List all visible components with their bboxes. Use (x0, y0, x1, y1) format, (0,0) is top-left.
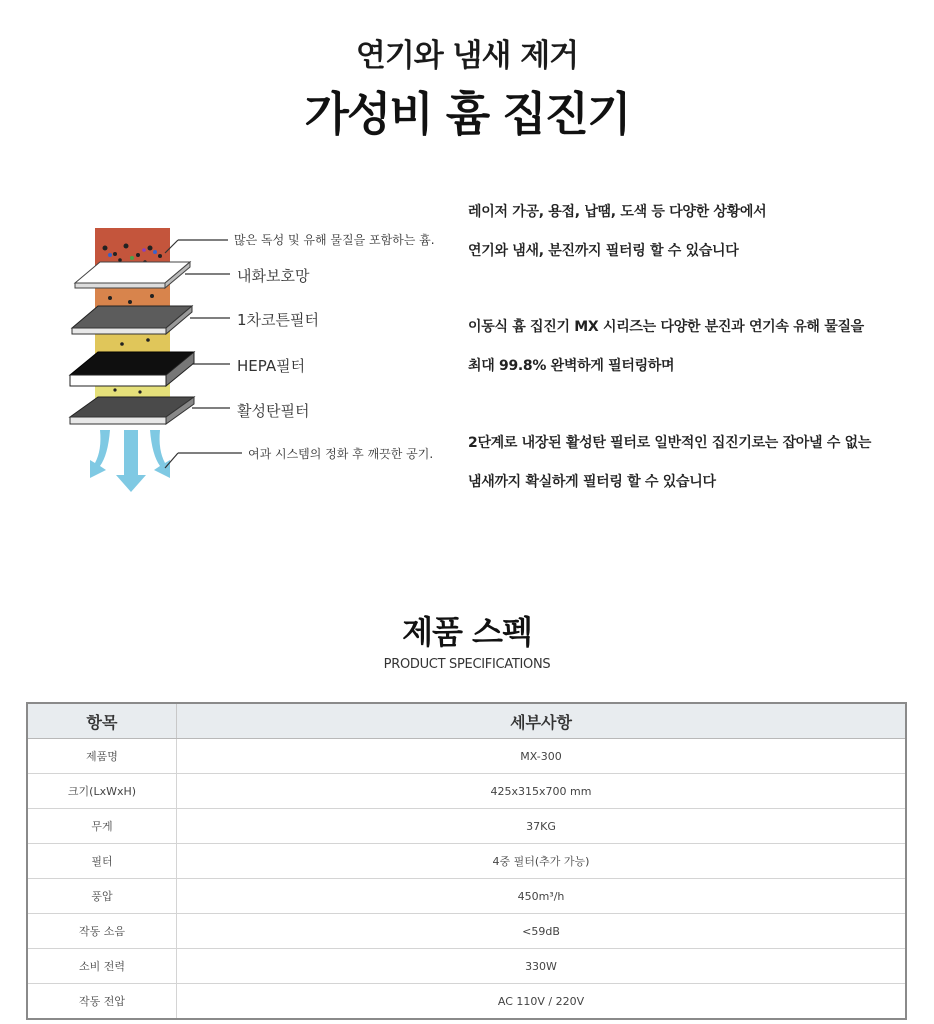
spec-detail: 450m³/h (177, 879, 907, 914)
label-carbon-filter: 활성탄필터 (237, 402, 310, 420)
spec-item: 크기(LxWxH) (27, 774, 177, 809)
label-clean-air: 여과 시스템의 정화 후 깨끗한 공기. (248, 447, 434, 461)
spec-item: 소비 전력 (27, 949, 177, 984)
desc-p1-line2: 연기와 냄새, 분진까지 필터링 할 수 있습니다 (468, 243, 739, 259)
table-row (27, 809, 906, 844)
spec-detail: AC 110V / 220V (177, 984, 907, 1020)
desc-p2-line1: 이동식 흄 집진기 MX 시리즈는 다양한 분진과 연기속 유해 물질을 (468, 319, 864, 335)
table-row (27, 914, 906, 949)
table-row (27, 949, 906, 984)
spec-item: 작동 전압 (27, 984, 177, 1020)
spec-header-item: 항목 (27, 703, 177, 739)
arrow-center (116, 430, 146, 492)
spec-detail: MX-300 (177, 739, 907, 774)
hero-title: 가성비 흄 집진기 (304, 87, 630, 141)
table-row (27, 844, 906, 879)
desc-p3-line2: 냄새까지 확실하게 필터링 할 수 있습니다 (468, 474, 716, 490)
label-protect-mesh: 내화보호망 (237, 267, 310, 285)
table-row (27, 984, 906, 1020)
spec-detail: 330W (177, 949, 907, 984)
spec-item: 필터 (27, 844, 177, 879)
spec-detail: 4중 필터(추가 가능) (177, 844, 907, 879)
spec-header-row (27, 703, 906, 739)
label-fume: 많은 독성 및 유해 물질을 포함하는 흄. (234, 233, 435, 247)
arrow-left (90, 430, 110, 478)
label-cotton-filter: 1차코튼필터 (237, 311, 319, 329)
filter-diagram (60, 210, 450, 510)
spec-header-detail: 세부사항 (177, 703, 907, 739)
spec-subtitle: PRODUCT SPECIFICATIONS (383, 657, 551, 672)
protect-mesh-side (75, 283, 165, 288)
spec-title: 제품 스펙 (402, 613, 532, 651)
table-row (27, 739, 906, 774)
label-hepa-filter: HEPA필터 (237, 357, 306, 375)
spec-table (26, 702, 907, 1020)
spec-item: 제품명 (27, 739, 177, 774)
desc-p2-line2: 최대 99.8% 완벽하게 필터링하며 (468, 358, 675, 374)
clean-air-arrows (90, 430, 170, 492)
spec-detail: <59dB (177, 914, 907, 949)
spec-item: 작동 소음 (27, 914, 177, 949)
spec-detail: 425x315x700 mm (177, 774, 907, 809)
spec-item: 무게 (27, 809, 177, 844)
spec-item: 풍압 (27, 879, 177, 914)
spec-detail: 37KG (177, 809, 907, 844)
arrow-right (150, 430, 170, 478)
table-row (27, 774, 906, 809)
hero-subtitle: 연기와 냄새 제거 (355, 38, 579, 74)
desc-p3-line1: 2단계로 내장된 활성탄 필터로 일반적인 집진기로는 잡아낼 수 없는 (468, 435, 872, 451)
desc-p1-line1: 레이저 가공, 용접, 납땜, 도색 등 다양한 상황에서 (468, 204, 767, 220)
table-row (27, 879, 906, 914)
